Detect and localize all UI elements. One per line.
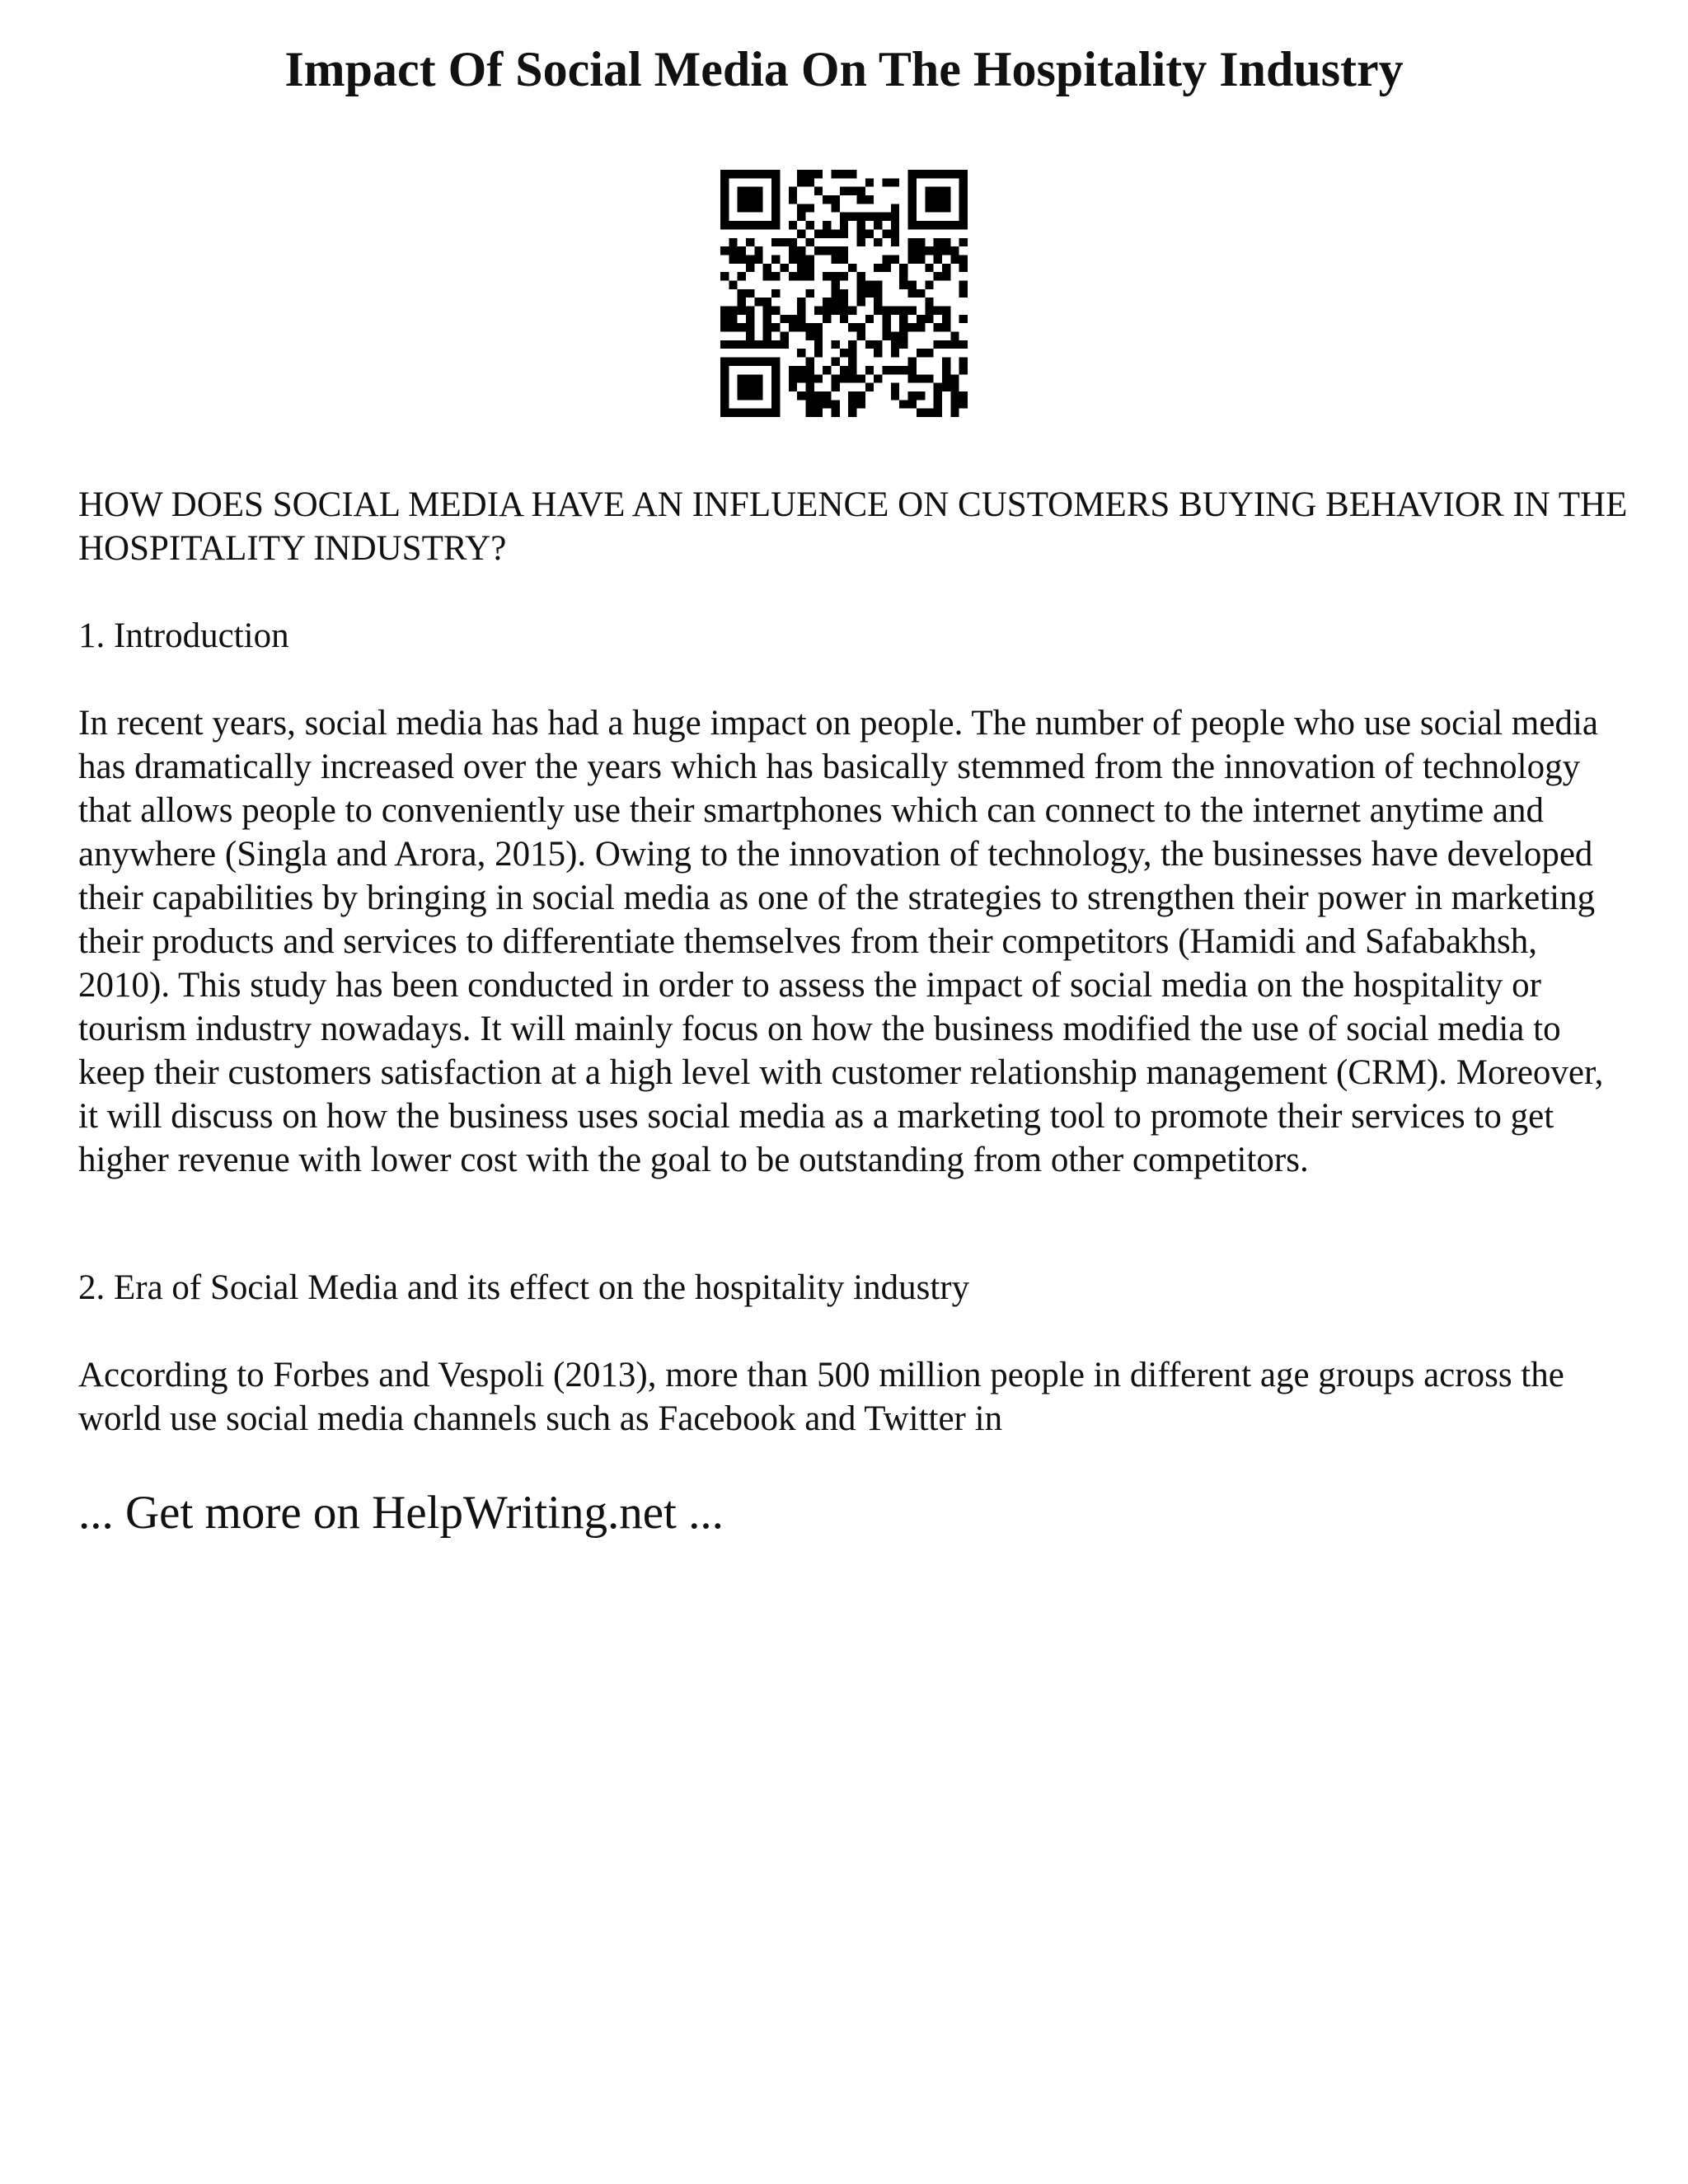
get-more-link[interactable]: ... Get more on HelpWriting.net ... <box>78 1487 724 1539</box>
document-title: Impact Of Social Media On The Hospitality Industry <box>284 42 1404 96</box>
section-paragraph-era-of-social-media: According to Forbes and Vespoli (2013), more than 500 million people in different age groups across the world use social media channels such as Facebook and Twitter in <box>78 1356 1564 1438</box>
qr-code-graphic <box>720 170 968 417</box>
section-heading-introduction: 1. Introduction <box>78 616 289 655</box>
section-paragraph-introduction: In recent years, social media has had a huge impact on people. The number of people who use social media has dramatically increased over the years which has basically stemmed from the innovation of technology that allows people to conveniently use their smartphones which can connect to the internet anytime and anywhere (Singla and Arora, 2015). Owing to the innovation of technology, the businesses have developed their capabilities by bringing in social media as one of the strategies to strengthen their power in marketing their products and services to differentiate themselves from their competitors (Hamidi and Safabakhsh, 2010). This study has been conducted in order to assess the impact of social media on the hospitality or tourism industry nowadays. It will mainly focus on how the business modified the use of social media to keep their customers satisfaction at a high level with customer relationship management (CRM). Moreover, it will discuss on how the business uses social media as a marketing tool to promote their services to get higher revenue with lower cost with the goal to be outstanding from other competitors. <box>78 704 1604 1179</box>
section-heading-era-of-social-media: 2. Era of Social Media and its effect on the hospitality industry <box>78 1268 970 1307</box>
research-question: HOW DOES SOCIAL MEDIA HAVE AN INFLUENCE ON CUSTOMERS BUYING BEHAVIOR IN THE HOSPITALITY INDUSTRY? <box>78 485 1628 568</box>
qr-code-icon <box>720 170 968 417</box>
